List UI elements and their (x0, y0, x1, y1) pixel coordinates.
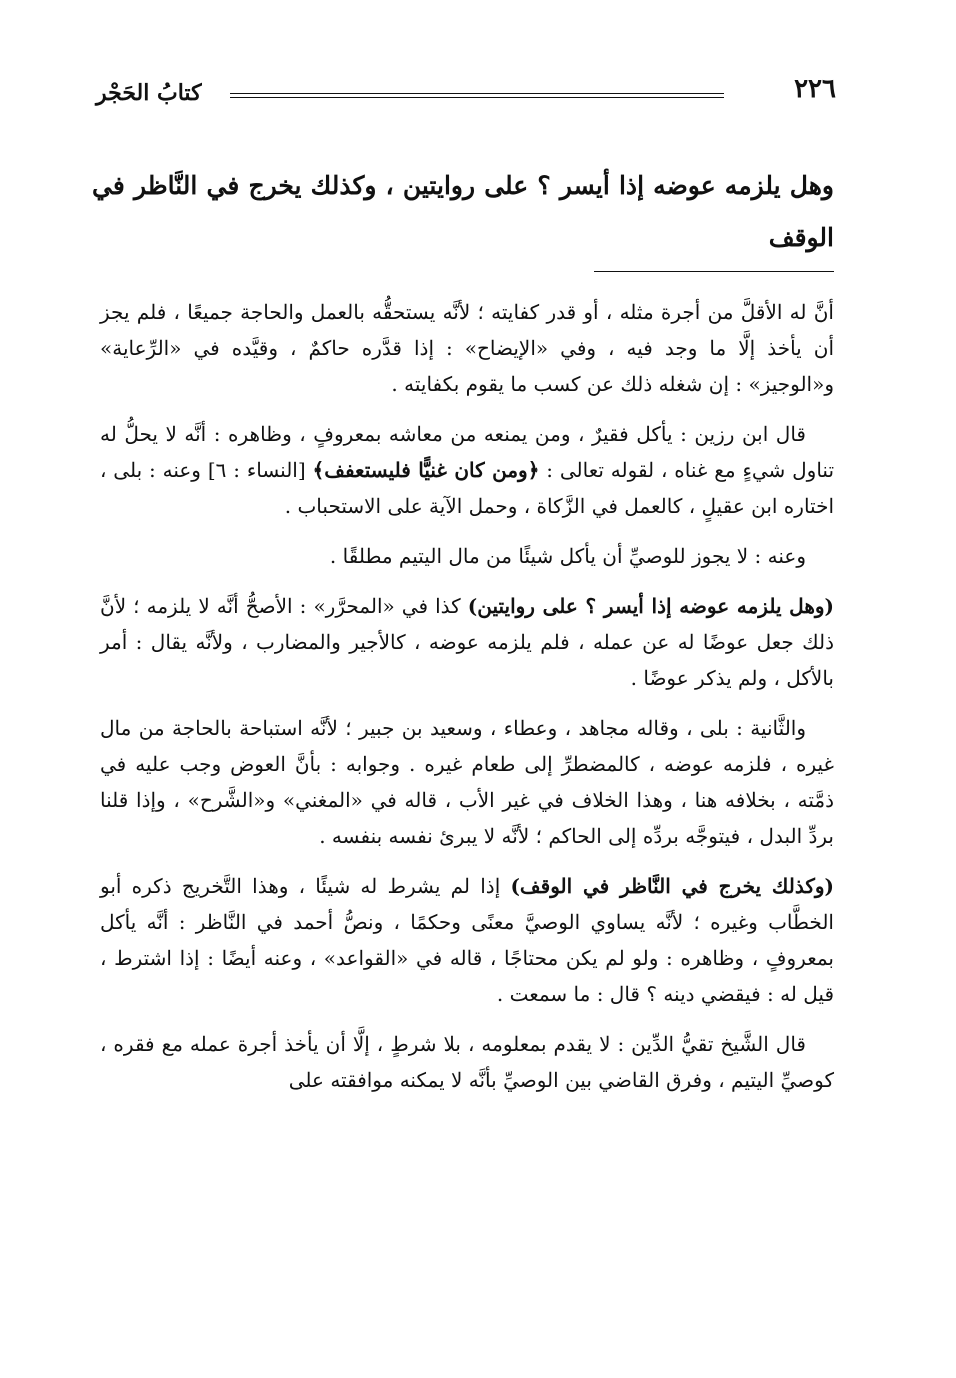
commentary-paragraph-4 (100, 588, 834, 696)
commentary-paragraph-7: قال الشَّيخ تقيُّ الدِّين : لا يقدم بمعلومه ، بلا شرطٍ ، إلَّا أن يأخذ أجرة عمله مع فقره ، كوصيِّ اليتيم ، وفرق القاضي بين الوصيِّ بأنَّه لا يمكنه موافقته على (100, 1032, 834, 1092)
matn-quote-2: (وكذلك يخرج في النَّاظر في الوقف) (510, 874, 834, 898)
p2-text-after: [النساء : ٦] وعنه : بلى ، اختاره ابن عقيلٍ ، كالعمل في الزَّكاة ، وحمل الآية على الاستحباب . (100, 458, 834, 518)
footnote-separator (594, 271, 834, 272)
commentary (100, 294, 834, 1112)
running-title: كتابُ الحَجْر (96, 80, 202, 106)
commentary-paragraph-2 (100, 416, 834, 524)
matn-quote-1: (وهل يلزمه عوضه إذا أيسر ؟ على روايتين) (467, 594, 834, 618)
p6-text: إذا لم يشرط له شيئًا ، وهذا التَّخريج ذكره أبو الخطَّاب وغيره ؛ لأنَّه يساوي الوصيَّ معنًى وحكمًا ، ونصُّ أحمد في النَّاظر : أنَّه يأكل بمعروفٍ ، وظاهره : ولو لم يكن محتاجًا ، قاله في «القواعد» ، وعنه أيضًا : إذا اشترط ، قيل له : فيقضي دينه ؟ قال : ما سمعت . (100, 874, 834, 1006)
header-rule (230, 93, 724, 98)
p2-text-before: قال ابن رزين : يأكل فقيرٌ ، ومن يمنعه من معاشه بمعروفٍ ، وظاهره : أنَّه لا يحلُّ له تناول شيءٍ مع غناه ، لقوله تعالى : (100, 422, 835, 482)
commentary-paragraph-6 (100, 868, 834, 1012)
commentary-paragraph-3: وعنه : لا يجوز للوصيِّ أن يأكل شيئًا من مال اليتيم مطلقًا . (329, 544, 806, 568)
matn-text: وهل يلزمه عوضه إذا أيسر ؟ على روايتين ، وكذلك يخرج في النَّاظر في الوقف (92, 171, 834, 252)
p4-text: كذا في «المحرَّر» : الأصحُّ أنَّه لا يلزمه ؛ لأنَّ ذلك جعل عوضًا له عن عمله ، فلم يلزمه عوضه ، كالأجير والمضارب ، ولأنَّه يقال : أمر بالأكل ، ولم يذكر عوضًا . (100, 594, 834, 690)
commentary-paragraph-5: والثَّانية : بلى ، وقاله مجاهد ، وعطاء ، وسعيد بن جبير ؛ لأنَّه استباحة بالحاجة من مال غيره ، فلزمه عوضه ، كالمضطرِّ إلى طعام غيره . وجوابه : بأنَّ العوض وجب عليه في ذمَّته ، بخلافه هنا ، وهذا الخلاف في غير الأب ، قاله في «المغني» و«الشَّرح» ، وإذا قلنا بردِّ البدل ، فيتوجَّه بردِّه إلى الحاكم ؛ لأنَّه لا يبرئ نفسه بنفسه . (100, 716, 834, 848)
commentary-paragraph-1: أنَّ له الأقلَّ من أجرة مثله ، أو قدر كفايته ؛ لأنَّه يستحقُّه بالعمل والحاجة جميعًا ، فلم يجز أن يأخذ إلَّا ما وجد فيه ، وفي «الإيضاح» : إذا قدَّره حاكمٌ ، وقيَّده في «الرِّعاية» و«الوجيز» : إن شغله ذلك عن كسب ما يقوم بكفايته . (100, 300, 834, 396)
quran-verse: ﴿ومن كان غنيًّا فليستعفف﴾ (312, 458, 540, 482)
page-number: ٢٢٦ (794, 74, 836, 104)
